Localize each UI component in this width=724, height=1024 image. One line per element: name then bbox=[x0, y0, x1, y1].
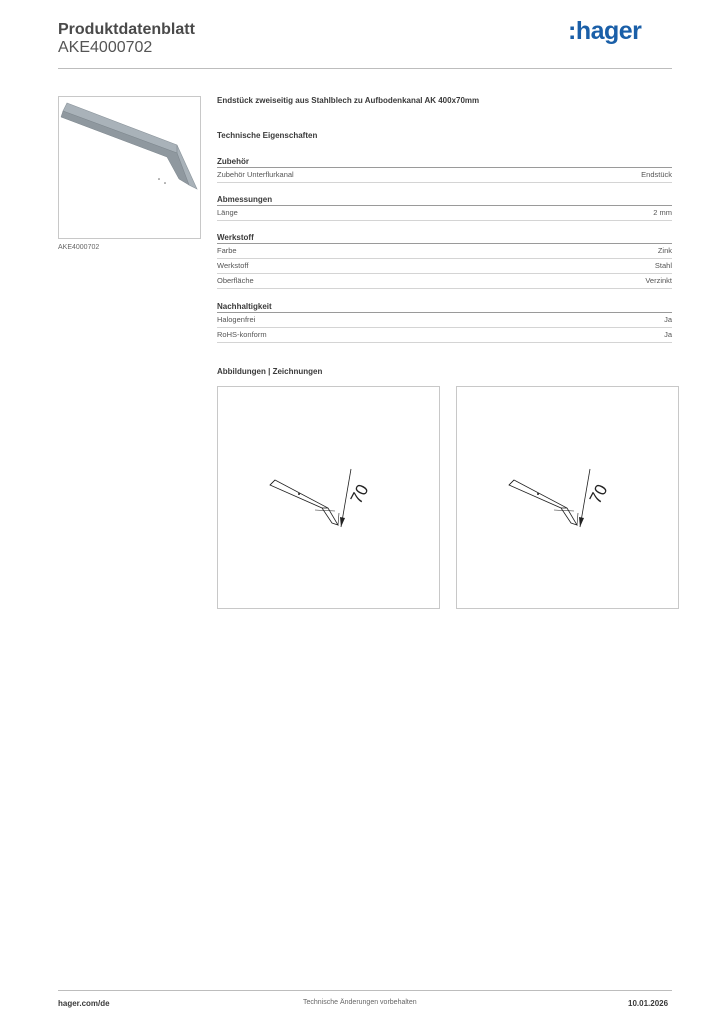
row-label: Werkstoff bbox=[217, 261, 249, 270]
section-title: Technische Eigenschaften bbox=[217, 131, 318, 140]
table-row bbox=[217, 206, 672, 221]
row-value: Zink bbox=[657, 246, 672, 255]
row-label: Oberfläche bbox=[217, 276, 254, 285]
footer-notice: Technische Änderungen vorbehalten bbox=[303, 999, 417, 1006]
row-label: Halogenfrei bbox=[217, 315, 256, 324]
row-label: RoHS-konform bbox=[217, 330, 267, 339]
group-werkstoff bbox=[217, 232, 672, 289]
table-row bbox=[217, 274, 672, 289]
row-value: Ja bbox=[664, 330, 672, 339]
header-divider bbox=[58, 68, 672, 69]
row-label: Länge bbox=[217, 208, 238, 217]
footer-divider bbox=[58, 990, 672, 991]
dimension-drawing bbox=[218, 387, 439, 608]
group-title: Nachhaltigkeit bbox=[217, 301, 672, 313]
end-piece-illustration bbox=[59, 97, 200, 238]
technical-drawing-2 bbox=[456, 386, 679, 609]
table-row bbox=[217, 244, 672, 259]
product-description: Endstück zweiseitig aus Stahlblech zu Aufbodenkanal AK 400x70mm bbox=[217, 96, 480, 105]
group-title: Zubehör bbox=[217, 156, 672, 168]
row-value: Stahl bbox=[654, 261, 672, 270]
group-title: Abmessungen bbox=[217, 194, 672, 206]
table-row bbox=[217, 328, 672, 343]
row-label: Zubehör Unterflurkanal bbox=[217, 170, 294, 179]
row-value: Ja bbox=[664, 315, 672, 324]
footer-website[interactable]: hager.com/de bbox=[58, 999, 110, 1008]
group-nachhaltigkeit bbox=[217, 301, 672, 343]
row-value: Endstück bbox=[641, 170, 672, 179]
row-value: 2 mm bbox=[653, 208, 672, 217]
dimension-label: 70 bbox=[346, 481, 373, 507]
row-label: Farbe bbox=[217, 246, 237, 255]
table-row bbox=[217, 259, 672, 274]
product-image bbox=[58, 96, 201, 239]
group-abmessungen bbox=[217, 194, 672, 221]
group-title: Werkstoff bbox=[217, 232, 672, 244]
drawings-title: Abbildungen | Zeichnungen bbox=[217, 367, 323, 376]
group-zubehoer bbox=[217, 156, 672, 183]
technical-drawing-1 bbox=[217, 386, 440, 609]
dimension-drawing bbox=[457, 387, 678, 608]
image-caption: AKE4000702 bbox=[58, 244, 100, 251]
table-row bbox=[217, 168, 672, 183]
row-value: Verzinkt bbox=[645, 276, 672, 285]
article-number: AKE4000702 bbox=[58, 39, 153, 56]
table-row bbox=[217, 313, 672, 328]
page-title: Produktdatenblatt bbox=[58, 21, 195, 38]
footer-date: 10.01.2026 bbox=[628, 999, 669, 1008]
hager-logo: :hager bbox=[568, 17, 642, 45]
dimension-label: 70 bbox=[585, 481, 612, 507]
